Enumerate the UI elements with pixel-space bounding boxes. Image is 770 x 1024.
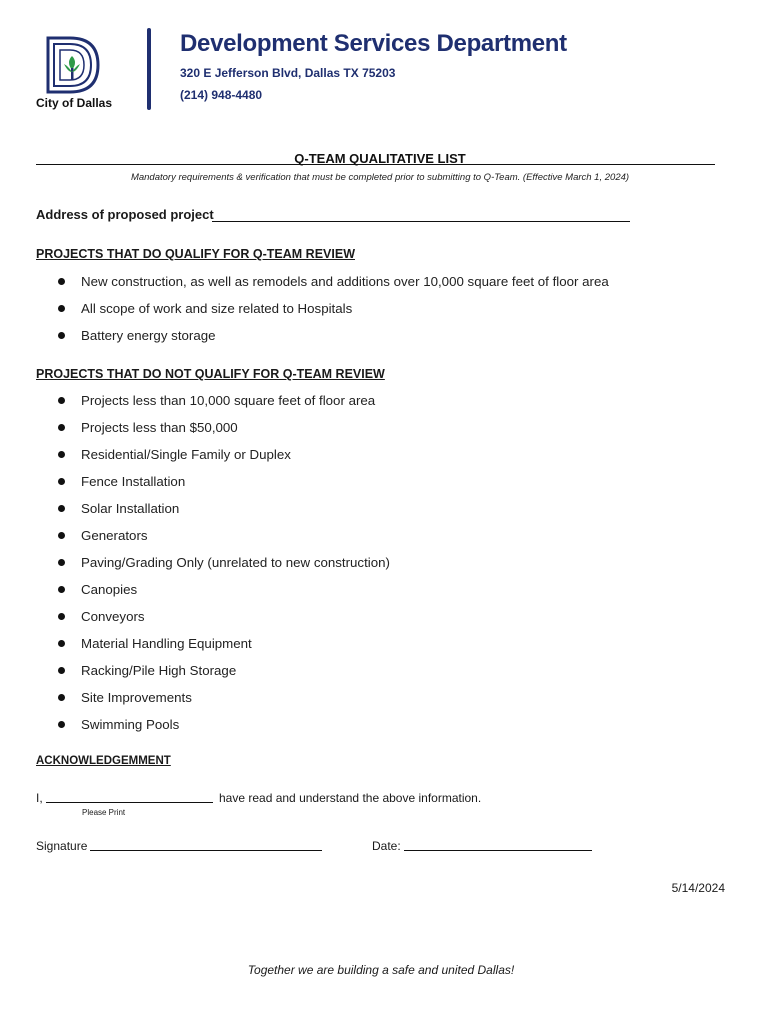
list-item: Paving/Grading Only (unrelated to new construction) (56, 553, 716, 580)
bullet-icon (58, 586, 65, 593)
bullet-icon (58, 451, 65, 458)
city-name: City of Dallas (36, 96, 113, 110)
list-item: Canopies (56, 580, 716, 607)
list-item: New construction, as well as remodels and additions over 10,000 square feet of floor area (56, 272, 716, 299)
header-divider (147, 28, 151, 110)
list-item: Material Handling Equipment (56, 634, 716, 661)
acknowledgement-heading: ACKNOWLEDGEMMENT (36, 755, 171, 767)
list-item: Conveyors (56, 607, 716, 634)
bullet-icon (58, 278, 65, 285)
bullet-icon (58, 694, 65, 701)
bullet-icon (58, 532, 65, 539)
bullet-icon (58, 721, 65, 728)
list-item: All scope of work and size related to Hospitals (56, 299, 716, 326)
list-item: Battery energy storage (56, 326, 716, 353)
signature-field-line[interactable] (90, 850, 322, 851)
name-prefix-label: I, (36, 791, 43, 805)
list-item: Projects less than $50,000 (56, 418, 716, 445)
qualify-list (56, 272, 716, 353)
list-item: Site Improvements (56, 688, 716, 715)
print-note: Please Print (82, 808, 126, 817)
footer-tagline: Together we are building a safe and united Dallas! (247, 963, 515, 977)
document-date: 5/14/2024 (671, 881, 725, 895)
list-item: Residential/Single Family or Duplex (56, 445, 716, 472)
document-title: Q-TEAM QUALITATIVE LIST (294, 151, 466, 166)
list-item: Projects less than 10,000 square feet of floor area (56, 391, 716, 418)
address-label: Address of proposed project (36, 207, 214, 222)
department-title: Development Services Department (180, 30, 567, 57)
bullet-icon (58, 478, 65, 485)
bullet-icon (58, 424, 65, 431)
date-field-line[interactable] (404, 850, 592, 851)
bullet-icon (58, 640, 65, 647)
list-item: Swimming Pools (56, 715, 716, 742)
signature-label: Signature (36, 839, 88, 853)
list-item: Fence Installation (56, 472, 716, 499)
document-subtitle: Mandatory requirements & verification that must be completed prior to submitting to Q-Team. (Effective March 1, 2024) (130, 172, 630, 183)
bullet-icon (58, 505, 65, 512)
list-item: Solar Installation (56, 499, 716, 526)
bullet-icon (58, 305, 65, 312)
not-qualify-heading: PROJECTS THAT DO NOT QUALIFY FOR Q-TEAM REVIEW (36, 367, 385, 381)
qualify-heading: PROJECTS THAT DO QUALIFY FOR Q-TEAM REVIEW (36, 247, 355, 261)
name-field-line[interactable] (46, 802, 213, 803)
department-address: 320 E Jefferson Blvd, Dallas TX 75203 (180, 66, 396, 80)
bullet-icon (58, 613, 65, 620)
address-field-line[interactable] (212, 221, 630, 222)
bullet-icon (58, 397, 65, 404)
not-qualify-list (56, 391, 716, 742)
department-phone: (214) 948-4480 (180, 88, 263, 102)
bullet-icon (58, 559, 65, 566)
list-item: Generators (56, 526, 716, 553)
date-label: Date: (372, 839, 401, 853)
acknowledgement-statement: have read and understand the above information. (219, 791, 482, 805)
list-item: Racking/Pile High Storage (56, 661, 716, 688)
bullet-icon (58, 332, 65, 339)
bullet-icon (58, 667, 65, 674)
